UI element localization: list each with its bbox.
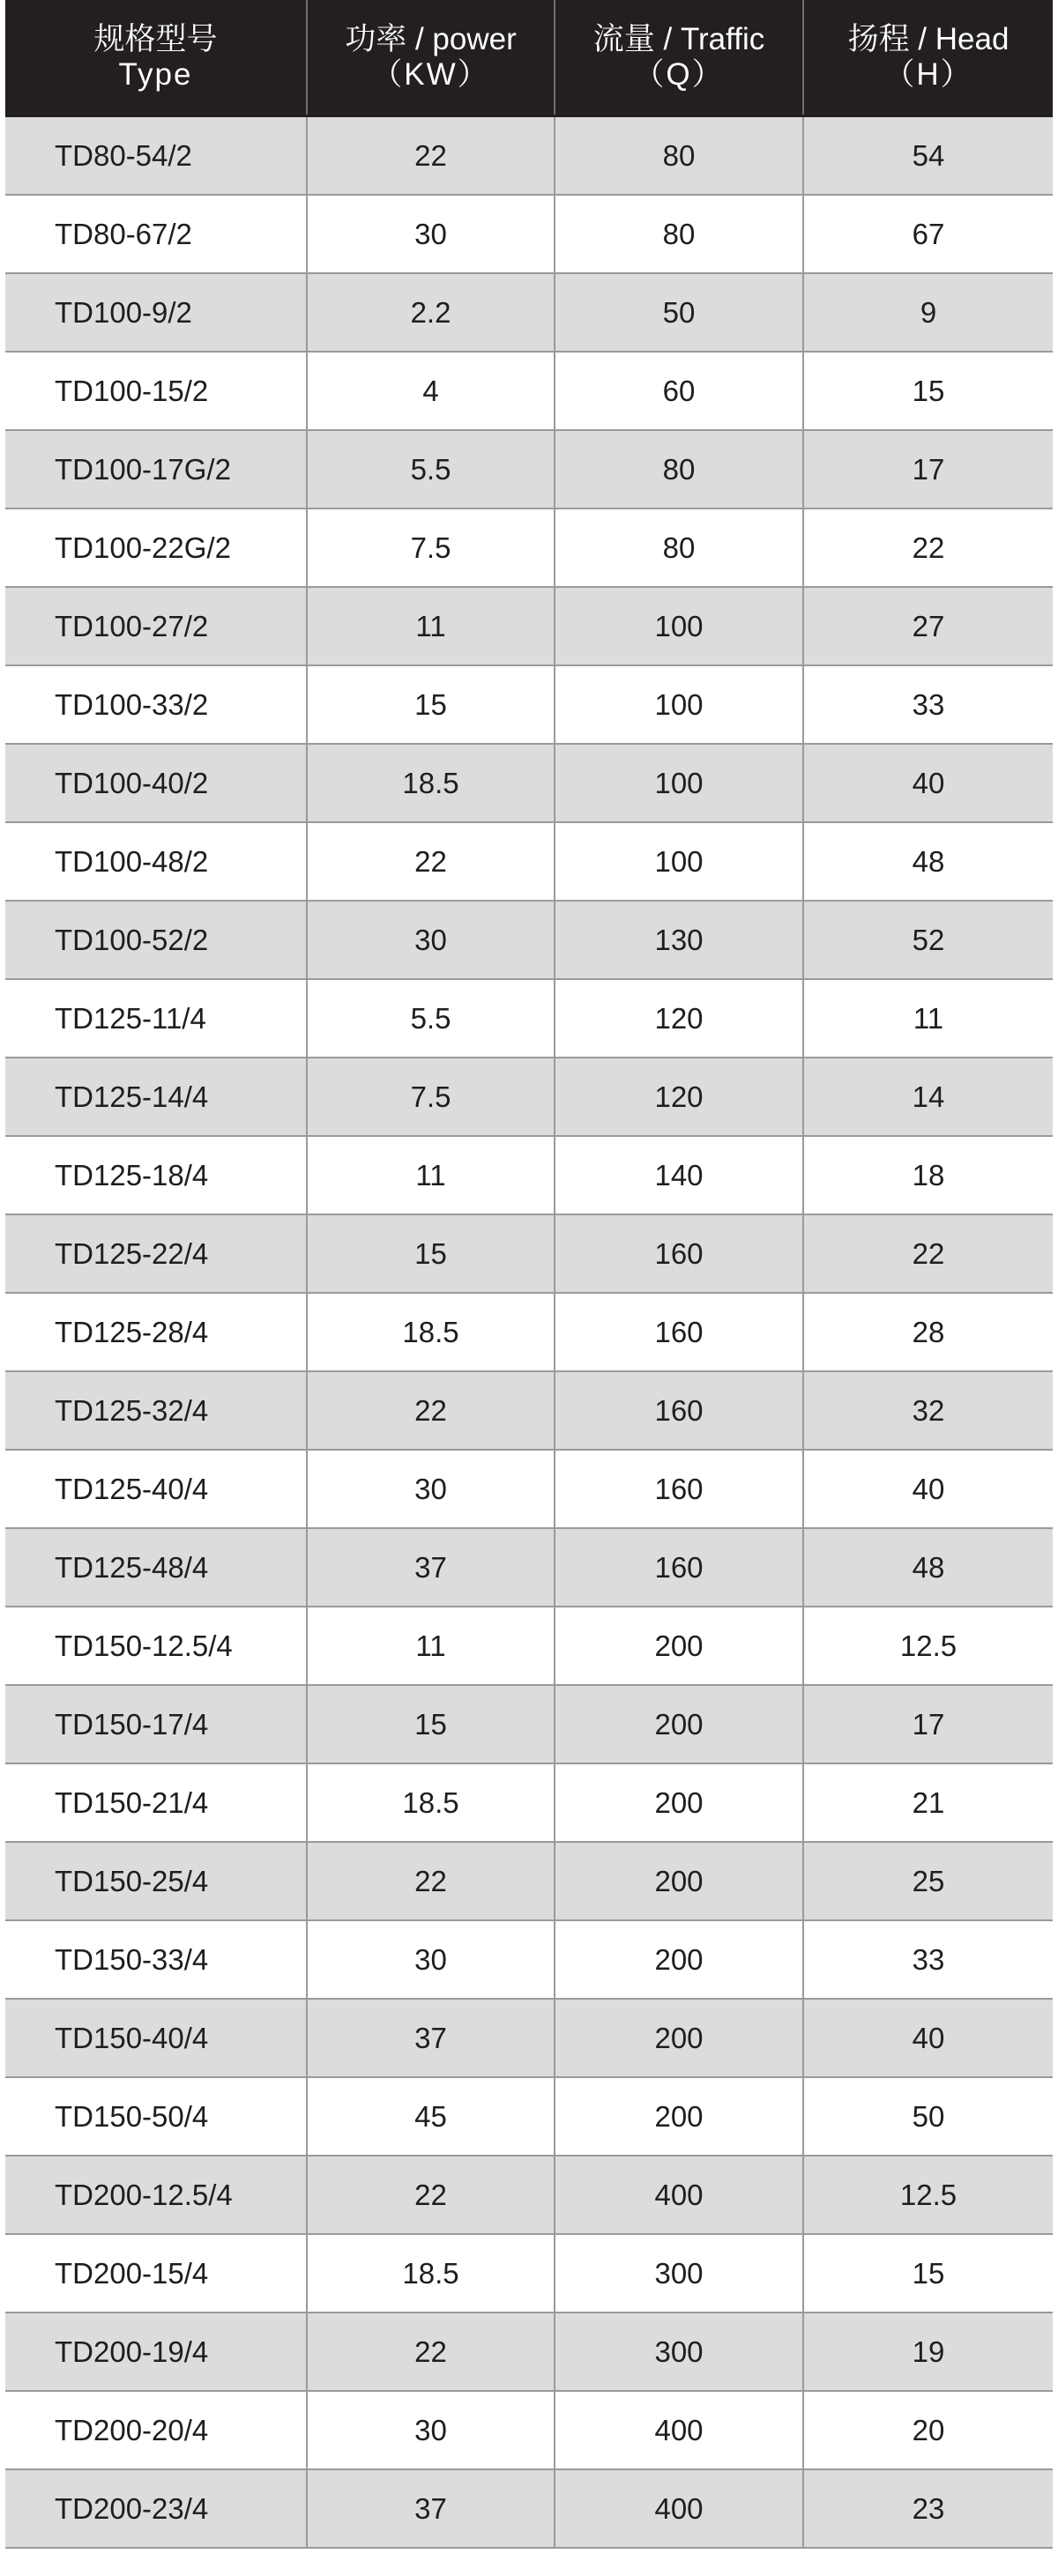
cell-power: 4 bbox=[307, 352, 555, 430]
table-row bbox=[5, 1763, 1053, 1842]
cell-type: TD200-15/4 bbox=[5, 2234, 307, 2312]
table-body bbox=[5, 116, 1053, 2549]
cell-type: TD200-19/4 bbox=[5, 2312, 307, 2391]
header-row bbox=[5, 0, 1053, 116]
cell-type: TD200-20/4 bbox=[5, 2391, 307, 2469]
cell-power: 30 bbox=[307, 1450, 555, 1528]
header-power-unit: （KW） bbox=[371, 57, 490, 92]
cell-power: 22 bbox=[307, 822, 555, 901]
header-head-unit: （H） bbox=[883, 57, 973, 92]
table-header bbox=[5, 0, 1053, 116]
cell-traffic: 160 bbox=[555, 1528, 803, 1607]
table-row bbox=[5, 116, 1053, 196]
table-row bbox=[5, 1920, 1053, 1999]
cell-type: TD200-23/4 bbox=[5, 2469, 307, 2548]
cell-head: 22 bbox=[803, 1214, 1053, 1293]
table-row bbox=[5, 2469, 1053, 2548]
table-row bbox=[5, 901, 1053, 979]
table-row bbox=[5, 979, 1053, 1058]
cell-head: 48 bbox=[803, 822, 1053, 901]
table-row bbox=[5, 744, 1053, 822]
cell-head: 9 bbox=[803, 273, 1053, 352]
cell-power: 22 bbox=[307, 1842, 555, 1920]
table-row bbox=[5, 273, 1053, 352]
cell-type: TD125-28/4 bbox=[5, 1293, 307, 1371]
pump-spec-table bbox=[5, 0, 1053, 2549]
cell-type: TD100-52/2 bbox=[5, 901, 307, 979]
table-row bbox=[5, 587, 1053, 665]
cell-power: 5.5 bbox=[307, 430, 555, 509]
cell-head: 14 bbox=[803, 1058, 1053, 1136]
cell-head: 67 bbox=[803, 195, 1053, 273]
cell-head: 15 bbox=[803, 2234, 1053, 2312]
cell-head: 22 bbox=[803, 509, 1053, 587]
table-row bbox=[5, 2156, 1053, 2234]
cell-traffic: 100 bbox=[555, 744, 803, 822]
cell-traffic: 60 bbox=[555, 352, 803, 430]
cell-type: TD150-50/4 bbox=[5, 2077, 307, 2156]
cell-head: 40 bbox=[803, 1450, 1053, 1528]
cell-traffic: 80 bbox=[555, 195, 803, 273]
table-row bbox=[5, 1842, 1053, 1920]
cell-type: TD100-15/2 bbox=[5, 352, 307, 430]
cell-traffic: 80 bbox=[555, 116, 803, 196]
cell-type: TD125-48/4 bbox=[5, 1528, 307, 1607]
cell-power: 30 bbox=[307, 901, 555, 979]
cell-power: 30 bbox=[307, 195, 555, 273]
cell-type: TD125-18/4 bbox=[5, 1136, 307, 1214]
cell-power: 22 bbox=[307, 1371, 555, 1450]
cell-type: TD125-40/4 bbox=[5, 1450, 307, 1528]
cell-power: 37 bbox=[307, 1999, 555, 2077]
cell-type: TD100-9/2 bbox=[5, 273, 307, 352]
table-row bbox=[5, 1999, 1053, 2077]
cell-head: 21 bbox=[803, 1763, 1053, 1842]
cell-power: 30 bbox=[307, 1920, 555, 1999]
cell-head: 11 bbox=[803, 979, 1053, 1058]
cell-power: 15 bbox=[307, 665, 555, 744]
cell-traffic: 80 bbox=[555, 509, 803, 587]
table-row bbox=[5, 1528, 1053, 1607]
cell-traffic: 400 bbox=[555, 2469, 803, 2548]
cell-power: 22 bbox=[307, 2312, 555, 2391]
header-type-cn: 规格型号 bbox=[93, 22, 218, 56]
cell-type: TD150-40/4 bbox=[5, 1999, 307, 2077]
cell-type: TD125-32/4 bbox=[5, 1371, 307, 1450]
cell-traffic: 80 bbox=[555, 430, 803, 509]
cell-head: 15 bbox=[803, 352, 1053, 430]
cell-power: 15 bbox=[307, 1214, 555, 1293]
table-row bbox=[5, 2312, 1053, 2391]
header-traffic bbox=[555, 0, 803, 116]
header-head bbox=[803, 0, 1053, 116]
cell-traffic: 160 bbox=[555, 1214, 803, 1293]
table-row bbox=[5, 2391, 1053, 2469]
cell-head: 33 bbox=[803, 1920, 1053, 1999]
cell-traffic: 120 bbox=[555, 1058, 803, 1136]
cell-type: TD150-25/4 bbox=[5, 1842, 307, 1920]
cell-head: 17 bbox=[803, 1685, 1053, 1763]
cell-type: TD100-17G/2 bbox=[5, 430, 307, 509]
table-row bbox=[5, 352, 1053, 430]
cell-head: 27 bbox=[803, 587, 1053, 665]
cell-power: 2.2 bbox=[307, 273, 555, 352]
cell-head: 52 bbox=[803, 901, 1053, 979]
cell-power: 11 bbox=[307, 1136, 555, 1214]
cell-power: 45 bbox=[307, 2077, 555, 2156]
cell-head: 40 bbox=[803, 744, 1053, 822]
cell-type: TD100-33/2 bbox=[5, 665, 307, 744]
cell-traffic: 130 bbox=[555, 901, 803, 979]
cell-head: 28 bbox=[803, 1293, 1053, 1371]
header-power bbox=[307, 0, 555, 116]
cell-power: 30 bbox=[307, 2391, 555, 2469]
cell-traffic: 400 bbox=[555, 2391, 803, 2469]
cell-traffic: 100 bbox=[555, 587, 803, 665]
cell-type: TD150-17/4 bbox=[5, 1685, 307, 1763]
table-row bbox=[5, 665, 1053, 744]
cell-traffic: 200 bbox=[555, 1920, 803, 1999]
cell-head: 18 bbox=[803, 1136, 1053, 1214]
cell-power: 11 bbox=[307, 1607, 555, 1685]
cell-traffic: 100 bbox=[555, 822, 803, 901]
cell-type: TD100-27/2 bbox=[5, 587, 307, 665]
cell-power: 5.5 bbox=[307, 979, 555, 1058]
table-row bbox=[5, 430, 1053, 509]
cell-power: 37 bbox=[307, 1528, 555, 1607]
cell-power: 18.5 bbox=[307, 1293, 555, 1371]
cell-type: TD80-67/2 bbox=[5, 195, 307, 273]
cell-type: TD150-33/4 bbox=[5, 1920, 307, 1999]
cell-power: 18.5 bbox=[307, 2234, 555, 2312]
table-row bbox=[5, 195, 1053, 273]
header-traffic-unit: （Q） bbox=[633, 57, 725, 92]
cell-traffic: 200 bbox=[555, 1763, 803, 1842]
cell-type: TD200-12.5/4 bbox=[5, 2156, 307, 2234]
cell-traffic: 300 bbox=[555, 2234, 803, 2312]
cell-head: 25 bbox=[803, 1842, 1053, 1920]
cell-traffic: 160 bbox=[555, 1293, 803, 1371]
header-head-label: 扬程 / Head bbox=[847, 22, 1010, 56]
cell-type: TD150-12.5/4 bbox=[5, 1607, 307, 1685]
cell-head: 48 bbox=[803, 1528, 1053, 1607]
cell-head: 20 bbox=[803, 2391, 1053, 2469]
cell-traffic: 200 bbox=[555, 1607, 803, 1685]
cell-traffic: 200 bbox=[555, 1685, 803, 1763]
table-row bbox=[5, 2234, 1053, 2312]
cell-power: 22 bbox=[307, 116, 555, 196]
cell-type: TD150-21/4 bbox=[5, 1763, 307, 1842]
cell-head: 19 bbox=[803, 2312, 1053, 2391]
header-type bbox=[5, 0, 307, 116]
cell-head: 17 bbox=[803, 430, 1053, 509]
table-row bbox=[5, 1371, 1053, 1450]
cell-traffic: 160 bbox=[555, 1371, 803, 1450]
cell-power: 18.5 bbox=[307, 744, 555, 822]
cell-power: 37 bbox=[307, 2469, 555, 2548]
cell-type: TD125-14/4 bbox=[5, 1058, 307, 1136]
table-row bbox=[5, 1607, 1053, 1685]
cell-traffic: 200 bbox=[555, 2077, 803, 2156]
table-row bbox=[5, 1450, 1053, 1528]
cell-traffic: 200 bbox=[555, 1842, 803, 1920]
cell-traffic: 160 bbox=[555, 1450, 803, 1528]
cell-power: 15 bbox=[307, 1685, 555, 1763]
header-power-label: 功率 / power bbox=[345, 22, 517, 56]
header-type-en: Type bbox=[118, 57, 193, 92]
cell-head: 32 bbox=[803, 1371, 1053, 1450]
table-row bbox=[5, 1136, 1053, 1214]
cell-traffic: 200 bbox=[555, 1999, 803, 2077]
header-traffic-label: 流量 / Traffic bbox=[592, 22, 765, 56]
cell-power: 11 bbox=[307, 587, 555, 665]
cell-head: 33 bbox=[803, 665, 1053, 744]
cell-traffic: 50 bbox=[555, 273, 803, 352]
cell-type: TD100-40/2 bbox=[5, 744, 307, 822]
table-row bbox=[5, 822, 1053, 901]
cell-head: 50 bbox=[803, 2077, 1053, 2156]
table-row bbox=[5, 1214, 1053, 1293]
cell-traffic: 140 bbox=[555, 1136, 803, 1214]
table-row bbox=[5, 1685, 1053, 1763]
cell-head: 12.5 bbox=[803, 1607, 1053, 1685]
cell-type: TD100-22G/2 bbox=[5, 509, 307, 587]
cell-power: 7.5 bbox=[307, 509, 555, 587]
table-row bbox=[5, 2077, 1053, 2156]
cell-head: 12.5 bbox=[803, 2156, 1053, 2234]
cell-type: TD125-22/4 bbox=[5, 1214, 307, 1293]
cell-traffic: 100 bbox=[555, 665, 803, 744]
cell-traffic: 120 bbox=[555, 979, 803, 1058]
cell-traffic: 300 bbox=[555, 2312, 803, 2391]
cell-type: TD80-54/2 bbox=[5, 116, 307, 196]
cell-traffic: 400 bbox=[555, 2156, 803, 2234]
cell-power: 18.5 bbox=[307, 1763, 555, 1842]
cell-head: 54 bbox=[803, 116, 1053, 196]
cell-head: 23 bbox=[803, 2469, 1053, 2548]
table-row bbox=[5, 1293, 1053, 1371]
table-row bbox=[5, 1058, 1053, 1136]
cell-power: 22 bbox=[307, 2156, 555, 2234]
cell-type: TD100-48/2 bbox=[5, 822, 307, 901]
cell-type: TD125-11/4 bbox=[5, 979, 307, 1058]
cell-head: 40 bbox=[803, 1999, 1053, 2077]
table-row bbox=[5, 509, 1053, 587]
cell-power: 7.5 bbox=[307, 1058, 555, 1136]
